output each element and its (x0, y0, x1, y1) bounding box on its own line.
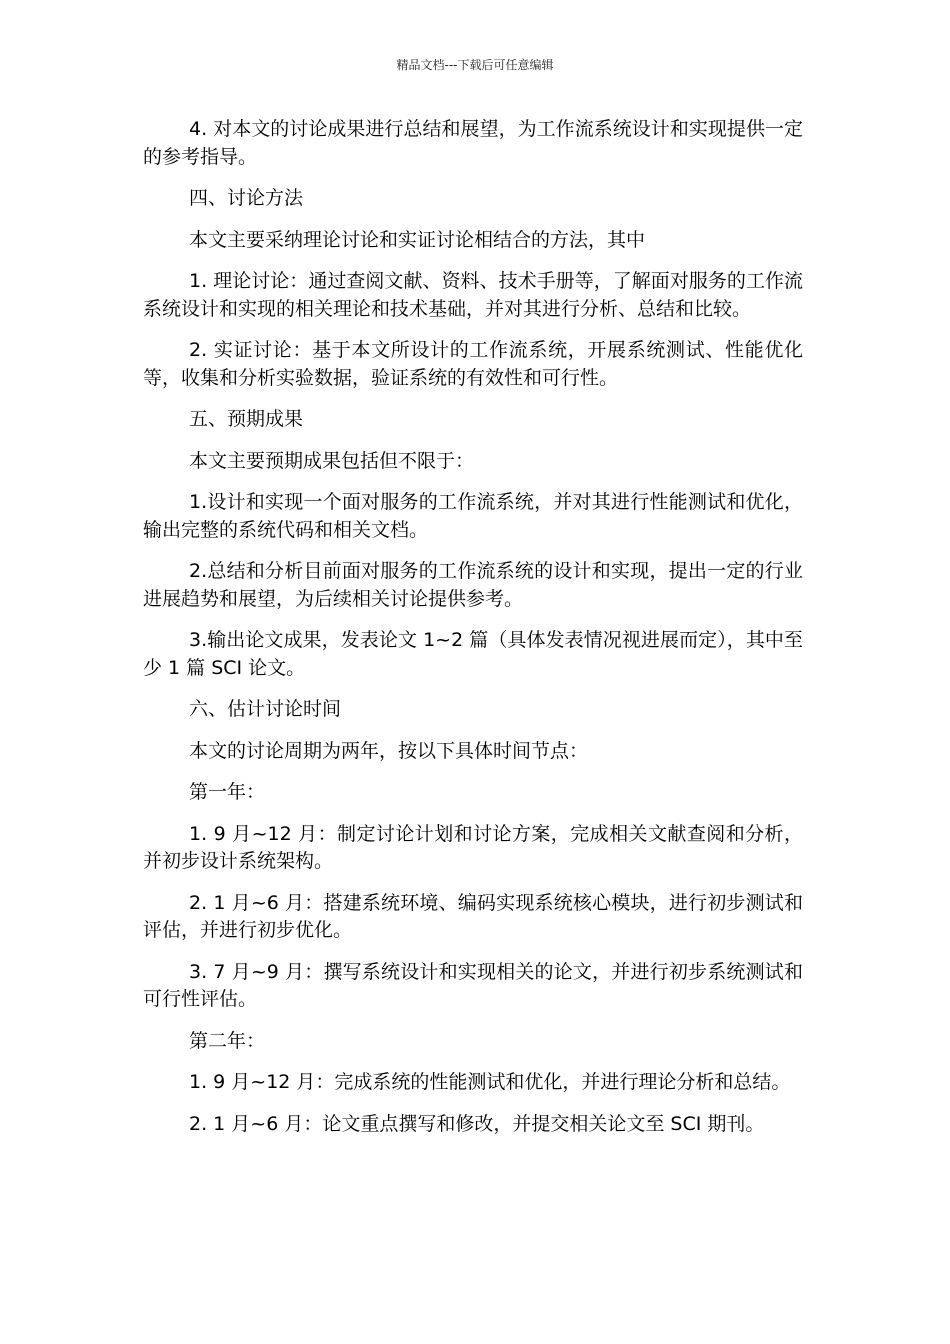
section-heading-timeline: 六、估计讨论时间 (189, 698, 342, 720)
section-heading-methods: 四、讨论方法 (189, 187, 304, 209)
paragraph-result-3: 3.输出论文成果，发表论文 1~2 篇（具体发表情况视进展而定），其中至少 1 篇 SCI 论文。 (143, 629, 803, 679)
section-heading-expected-results: 五、预期成果 (189, 408, 304, 430)
timeline-year-one-item-3: 3. 7 月~9 月：撰写系统设计和实现相关的论文，并进行初步系统测试和可行性评估。 (143, 960, 803, 1010)
timeline-year-one-label: 第一年： (189, 781, 266, 803)
paragraph-conclusion-item: 4. 对本文的讨论成果进行总结和展望，为工作流系统设计和实现提供一定的参考指导。 (143, 118, 803, 168)
timeline-year-two-item-2: 2. 1 月~6 月：论文重点撰写和修改，并提交相关论文至 SCI 期刊。 (189, 1112, 765, 1135)
timeline-year-one-item-1: 1. 9 月~12 月：制定讨论计划和讨论方案，完成相关文献查阅和分析，并初步设计系统架构。 (143, 822, 803, 872)
paragraph-empirical-research: 2. 实证讨论：基于本文所设计的工作流系统，开展系统测试、性能优化等，收集和分析实验数据，验证系统的有效性和可行性。 (143, 339, 803, 389)
paragraph-theory-research: 1. 理论讨论：通过查阅文献、资料、技术手册等，了解面对服务的工作流系统设计和实现的相关理论和技术基础，并对其进行分析、总结和比较。 (143, 270, 803, 320)
paragraph-timeline-intro: 本文的讨论周期为两年，按以下具体时间节点： (189, 739, 589, 762)
timeline-year-one-item-2: 2. 1 月~6 月：搭建系统环境、编码实现系统核心模块，进行初步测试和评估，并进行初步优化。 (143, 891, 803, 941)
document-body (143, 116, 803, 1152)
timeline-year-two-label: 第二年： (189, 1029, 266, 1052)
paragraph-result-1: 1.设计和实现一个面对服务的工作流系统，并对其进行性能测试和优化，输出完整的系统代码和相关文档。 (143, 491, 803, 541)
paragraph-methods-intro: 本文主要采纳理论讨论和实证讨论相结合的方法，其中 (189, 228, 646, 251)
paragraph-result-2: 2.总结和分析目前面对服务的工作流系统的设计和实现，提出一定的行业进展趋势和展望，为后续相关讨论提供参考。 (143, 560, 803, 610)
page-header: 精品文档---下载后可任意编辑 (396, 58, 554, 72)
paragraph-results-intro: 本文主要预期成果包括但不限于： (189, 449, 475, 472)
timeline-year-two-item-1: 1. 9 月~12 月：完成系统的性能测试和优化，并进行理论分析和总结。 (189, 1071, 791, 1093)
